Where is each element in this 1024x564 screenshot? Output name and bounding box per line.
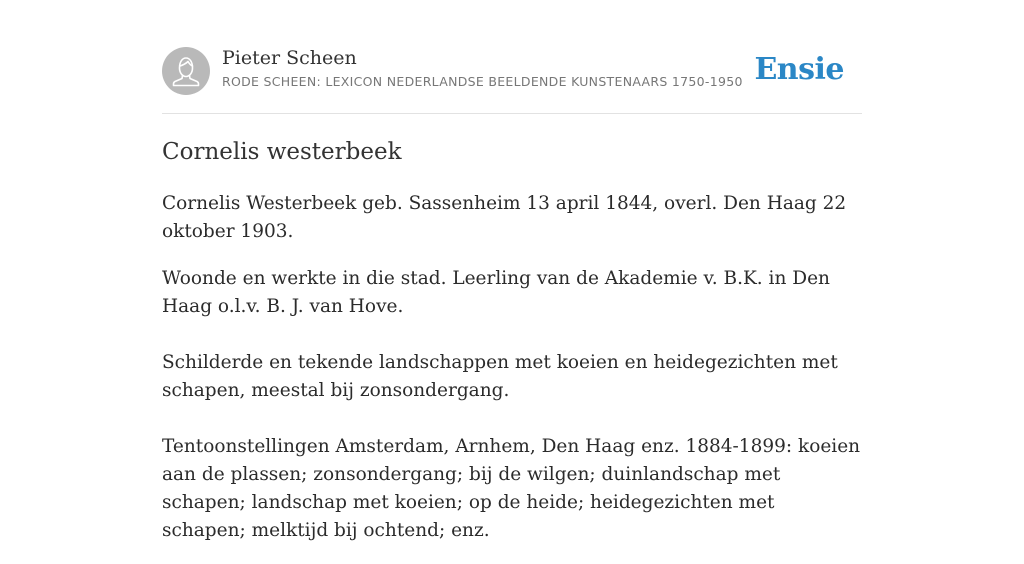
user-silhouette-icon	[162, 47, 210, 95]
article-paragraph: Woonde en werkte in die stad. Leerling van de Akademie v. B.K. in Den Haag o.l.v. B. J. van Hove. Schilderde en tekende landschappen met koeien en heidegezichten met schapen, meestal bij zonsondergang. Tentoonstellingen Amsterdam, Arnhem, Den Haag enz. 1884-1899: koeien aan de plassen; zonsondergang; bij de wilgen; duinlandschap met schapen; landschap met koeien; op de heide; heidegezichten met schapen; melktijd bij ochtend; enz.	[162, 268, 861, 541]
author-name[interactable]: Pieter Scheen	[222, 47, 357, 69]
header-divider	[162, 113, 862, 114]
article-page	[162, 0, 862, 541]
article-paragraph: Cornelis Westerbeek geb. Sassenheim 13 april 1844, overl. Den Haag 22 oktober 1903.	[162, 193, 847, 242]
author-avatar[interactable]	[162, 47, 210, 95]
source-lexicon[interactable]: RODE SCHEEN: LEXICON NEDERLANDSE BEELDENDE KUNSTENAARS 1750-1950	[222, 74, 743, 89]
ensie-logo[interactable]: Ensie	[754, 52, 844, 87]
article-body	[162, 190, 862, 564]
article-title: Cornelis westerbeek	[162, 139, 402, 165]
article-header	[162, 46, 862, 96]
